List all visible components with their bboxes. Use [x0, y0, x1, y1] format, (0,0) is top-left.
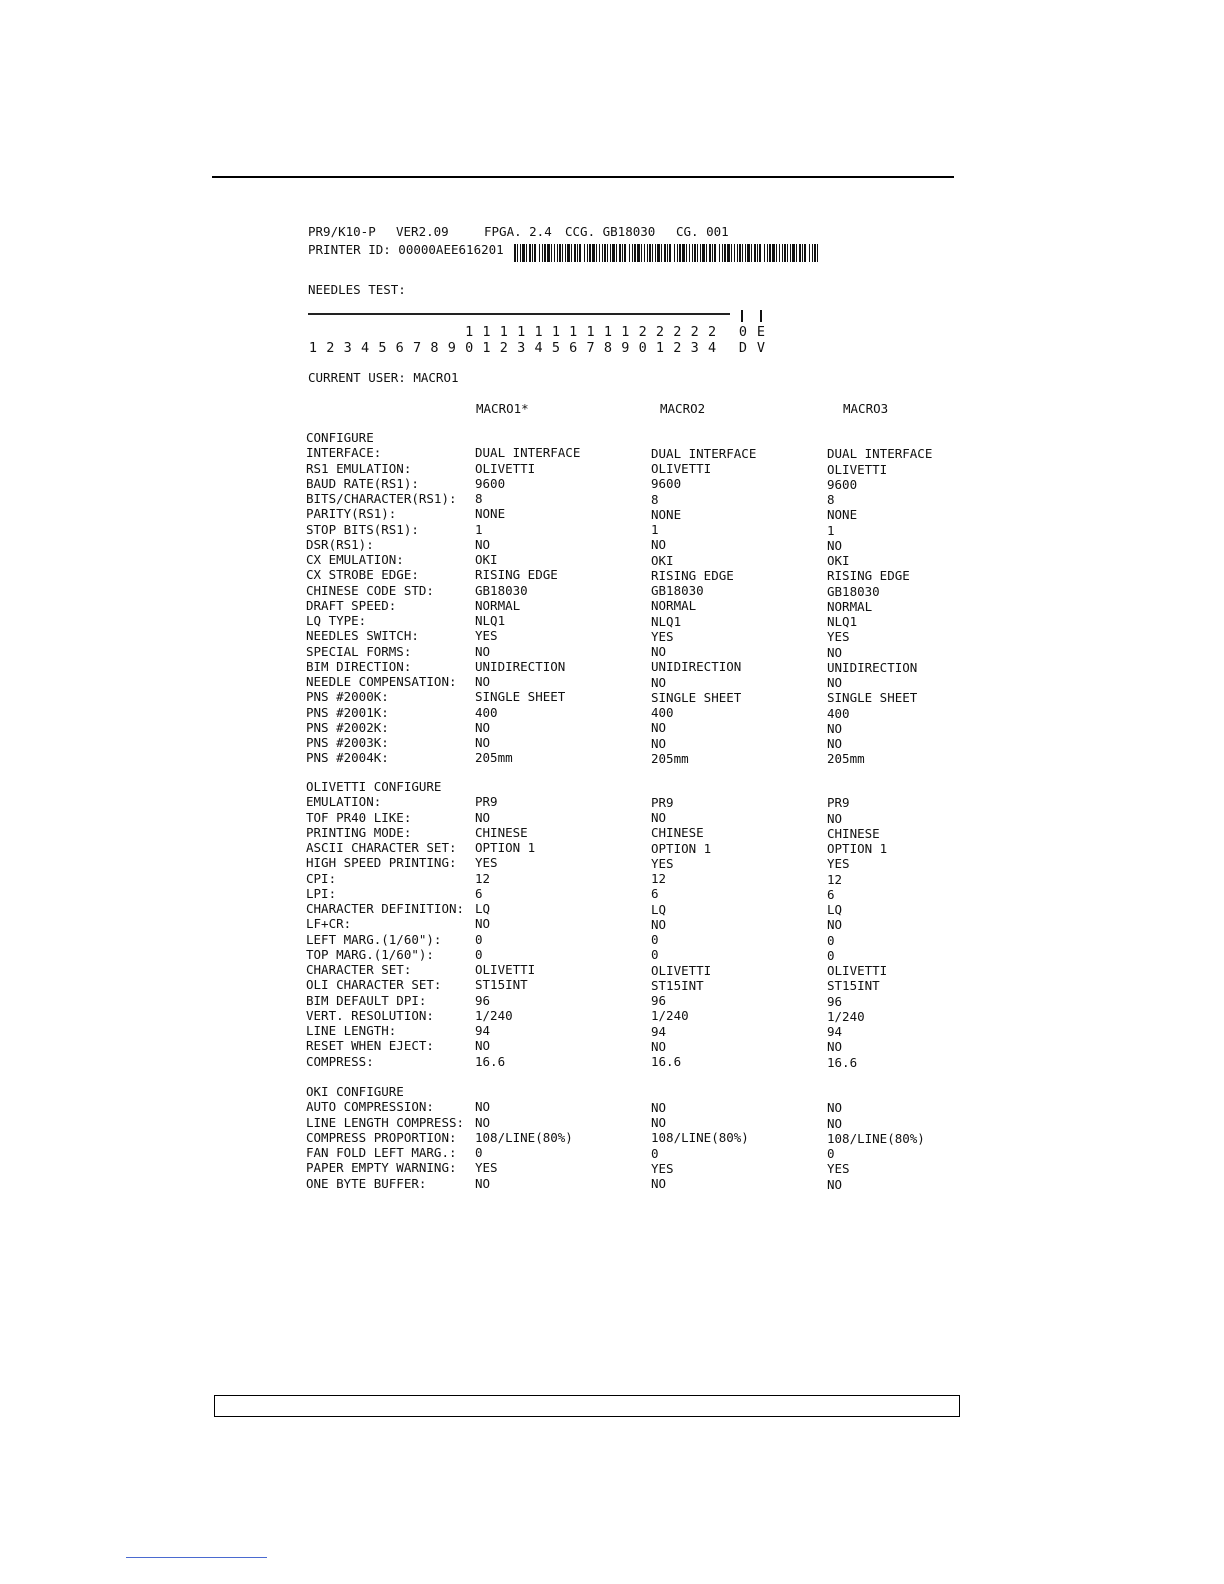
printer-id: PRINTER ID: 00000AEE616201 [308, 242, 504, 257]
setting-value-macro1: 0 [475, 1145, 483, 1160]
setting-value-macro2: PR9 [651, 794, 674, 810]
setting-value-macro3: 108/LINE(80%) [827, 1130, 925, 1146]
needle-digit-units: 3 [517, 340, 526, 356]
setting-label: STOP BITS(RS1): [306, 521, 419, 537]
setting-value-macro1: PR9 [475, 794, 498, 810]
needle-digit-units: V [756, 340, 766, 356]
setting-value-macro1: 0 [475, 946, 483, 962]
setting-value-macro3: 12 [827, 871, 843, 887]
setting-value-macro2: ST15INT [651, 977, 704, 993]
setting-value-macro2: 0 [651, 947, 659, 963]
setting-value-macro3: 8 [827, 492, 835, 508]
setting-value-macro3: 6 [827, 886, 835, 902]
setting-label: PRINTING MODE: [306, 824, 412, 840]
needle-digit-units: D [738, 340, 748, 356]
setting-value-macro3: NO [827, 644, 843, 660]
model-name: PR9/K10-P [308, 224, 376, 239]
setting-label: FAN FOLD LEFT MARG.: [306, 1145, 457, 1160]
needle-digit-units: 4 [360, 340, 370, 356]
setting-label: VERT. RESOLUTION: [306, 1007, 434, 1023]
setting-value-macro2: NO [651, 810, 667, 826]
setting-value-macro1: OLIVETTI [475, 460, 536, 476]
footer-box [214, 1395, 960, 1417]
setting-value-macro3: 0 [827, 932, 835, 948]
setting-value-macro2: NONE [651, 506, 682, 522]
setting-value-macro2: LQ [651, 901, 667, 917]
setting-label: CHARACTER DEFINITION: [306, 901, 465, 916]
setting-label: PNS #2002K: [306, 719, 389, 735]
setting-value-macro3: YES [827, 1161, 850, 1177]
setting-label: OLI CHARACTER SET: [306, 977, 442, 993]
setting-label: DSR(RS1): [306, 536, 374, 552]
setting-value-macro1: NO [475, 735, 491, 750]
ccg-code: CCG. GB18030 [565, 224, 656, 239]
setting-value-macro3: NLQ1 [827, 614, 858, 630]
setting-value-macro1: NO [475, 1099, 491, 1115]
setting-value-macro3: NONE [827, 507, 858, 523]
setting-value-macro1: 96 [475, 992, 491, 1008]
needle-digit-tens: 1 [499, 324, 508, 340]
needle-digit-units: 9 [447, 340, 456, 356]
setting-label: EMULATION: [306, 794, 382, 810]
needle-digit-units: 8 [603, 340, 612, 356]
setting-value-macro1: OPTION 1 [475, 840, 536, 855]
setting-value-macro2: CHINESE [651, 825, 704, 841]
needle-digit-units: 6 [395, 340, 404, 356]
setting-label: ASCII CHARACTER SET: [306, 840, 457, 855]
setting-value-macro1: 12 [475, 870, 491, 886]
needle-digit-units: 1 [655, 340, 665, 356]
needle-od-tick [741, 310, 743, 322]
setting-label: PARITY(RS1): [306, 506, 397, 522]
setting-value-macro1: YES [475, 855, 498, 871]
setting-value-macro2: OLIVETTI [651, 962, 712, 978]
setting-value-macro1: SINGLE SHEET [475, 689, 566, 705]
needle-digit-units: 7 [586, 340, 595, 356]
needle-digit-units: 3 [690, 340, 699, 356]
setting-value-macro1: RISING EDGE [475, 567, 558, 583]
setting-value-macro2: 6 [651, 886, 659, 902]
needle-digit-tens: 2 [638, 324, 647, 340]
setting-value-macro2: GB18030 [651, 583, 704, 599]
setting-value-macro1: NLQ1 [475, 613, 506, 628]
setting-value-macro1: 6 [475, 885, 483, 901]
setting-value-macro1: 16.6 [475, 1053, 506, 1069]
setting-value-macro2: YES [651, 1160, 674, 1176]
setting-value-macro3: NO [827, 736, 843, 752]
setting-value-macro1: CHINESE [475, 824, 528, 840]
setting-label: NEEDLE COMPENSATION: [306, 674, 457, 689]
setting-label: COMPRESS: [306, 1053, 374, 1069]
setting-value-macro2: NLQ1 [651, 613, 682, 629]
setting-value-macro1: 400 [475, 704, 498, 720]
setting-value-macro2: 0 [651, 932, 659, 948]
needle-digit-tens: 1 [603, 324, 612, 340]
setting-label: PNS #2000K: [306, 689, 389, 705]
setting-value-macro1: 0 [475, 931, 483, 947]
needles-test-line [308, 313, 730, 315]
needle-digit-units: 2 [499, 340, 508, 356]
setting-value-macro1: OKI [475, 552, 498, 567]
current-user: CURRENT USER: MACRO1 [308, 370, 459, 385]
setting-value-macro1: 205mm [475, 750, 513, 766]
setting-label: CHINESE CODE STD: [306, 582, 434, 598]
macro-header-1: MACRO1* [476, 401, 529, 416]
setting-value-macro2: 9600 [651, 476, 682, 492]
setting-value-macro1: NO [475, 1114, 491, 1130]
needle-digit-units: 1 [482, 340, 491, 356]
needle-digit-tens: 1 [621, 324, 630, 340]
setting-value-macro3: DUAL INTERFACE [827, 446, 933, 462]
needle-digit-units: 0 [638, 340, 647, 356]
setting-label: LF+CR: [306, 916, 352, 932]
setting-value-macro1: OLIVETTI [475, 962, 536, 977]
setting-value-macro3: NO [827, 917, 843, 933]
firmware-version: VER2.09 [396, 224, 449, 239]
setting-label: HIGH SPEED PRINTING: [306, 855, 457, 871]
setting-value-macro2: 12 [651, 871, 667, 887]
setting-value-macro3: PR9 [827, 795, 850, 811]
setting-value-macro3: 1/240 [827, 1008, 865, 1024]
setting-label: PAPER EMPTY WARNING: [306, 1160, 457, 1176]
setting-label: BIM DIRECTION: [306, 658, 412, 674]
setting-value-macro2: YES [651, 628, 674, 644]
setting-value-macro2: NO [651, 537, 667, 553]
setting-value-macro2: 96 [651, 993, 667, 1009]
setting-value-macro1: NO [475, 1038, 491, 1054]
setting-value-macro3: NO [827, 720, 843, 736]
setting-value-macro3: NO [827, 1176, 843, 1192]
setting-value-macro3: NO [827, 1100, 843, 1116]
setting-value-macro1: YES [475, 628, 498, 644]
setting-label: LEFT MARG.(1/60"): [306, 931, 442, 947]
needle-digit-units: 5 [378, 340, 387, 356]
setting-value-macro2: 0 [651, 1145, 659, 1161]
setting-value-macro2: RISING EDGE [651, 567, 734, 583]
setting-value-macro2: 400 [651, 705, 674, 721]
setting-value-macro1: 8 [475, 491, 483, 506]
setting-label: TOP MARG.(1/60"): [306, 946, 434, 962]
setting-value-macro1: NO [475, 916, 491, 932]
needle-digit-units: 2 [326, 340, 335, 356]
setting-label: CHARACTER SET: [306, 962, 412, 977]
setting-value-macro2: NO [651, 735, 667, 751]
needle-digit-units: 8 [430, 340, 439, 356]
setting-value-macro2: DUAL INTERFACE [651, 445, 757, 461]
setting-label: INTERFACE: [306, 445, 382, 461]
cg-code: CG. 001 [676, 224, 729, 239]
needle-digit-units: 9 [621, 340, 630, 356]
setting-value-macro2: 1/240 [651, 1008, 689, 1024]
needle-digit-tens: 2 [690, 324, 699, 340]
section-title: OKI CONFIGURE [306, 1084, 404, 1099]
setting-value-macro3: CHINESE [827, 825, 880, 841]
setting-label: COMPRESS PROPORTION: [306, 1129, 457, 1145]
setting-value-macro3: OPTION 1 [827, 841, 888, 857]
needle-digit-tens: 1 [482, 324, 491, 340]
needle-digit-tens: 2 [673, 324, 682, 340]
setting-label: RESET WHEN EJECT: [306, 1038, 434, 1054]
setting-label: LINE LENGTH COMPRESS: [306, 1114, 465, 1130]
setting-value-macro2: NORMAL [651, 598, 697, 614]
setting-value-macro2: NO [651, 720, 667, 736]
setting-value-macro3: 9600 [827, 476, 858, 492]
setting-value-macro3: UNIDIRECTION [827, 659, 918, 675]
section-title: OLIVETTI CONFIGURE [306, 779, 442, 794]
needle-digit-tens: 1 [465, 324, 474, 340]
fpga-version: FPGA. 2.4 [484, 224, 552, 239]
setting-value-macro3: GB18030 [827, 583, 880, 599]
setting-value-macro1: GB18030 [475, 582, 528, 598]
needle-digit-tens: 2 [655, 324, 665, 340]
setting-value-macro1: UNIDIRECTION [475, 658, 566, 674]
setting-value-macro1: NO [475, 1175, 491, 1191]
setting-label: CX STROBE EDGE: [306, 567, 419, 583]
setting-value-macro3: 16.6 [827, 1054, 858, 1070]
setting-value-macro2: NO [651, 674, 667, 690]
setting-value-macro3: SINGLE SHEET [827, 690, 918, 706]
setting-value-macro3: 205mm [827, 751, 865, 767]
setting-value-macro3: NO [827, 537, 843, 553]
setting-label: BITS/CHARACTER(RS1): [306, 491, 457, 506]
macro-header-2: MACRO2 [660, 401, 706, 416]
setting-value-macro1: NO [475, 643, 491, 659]
needle-ev-tick [760, 310, 762, 322]
setting-value-macro3: 96 [827, 993, 843, 1009]
setting-value-macro3: RISING EDGE [827, 568, 910, 584]
setting-value-macro3: LQ [827, 902, 843, 918]
setting-label: DRAFT SPEED: [306, 597, 397, 613]
needle-digit-tens: 1 [517, 324, 526, 340]
setting-value-macro3: NO [827, 1039, 843, 1055]
setting-value-macro1: DUAL INTERFACE [475, 445, 581, 461]
setting-label: NEEDLES SWITCH: [306, 628, 419, 644]
setting-label: PNS #2004K: [306, 750, 389, 766]
setting-value-macro3: NO [827, 810, 843, 826]
setting-label: CX EMULATION: [306, 552, 404, 567]
setting-label: PNS #2001K: [306, 704, 389, 720]
setting-value-macro3: ST15INT [827, 978, 880, 994]
setting-value-macro2: 8 [651, 491, 659, 507]
setting-value-macro1: NONE [475, 506, 506, 522]
setting-label: LINE LENGTH: [306, 1023, 397, 1038]
setting-label: RS1 EMULATION: [306, 460, 412, 476]
setting-value-macro1: NORMAL [475, 597, 521, 613]
setting-value-macro2: OKI [651, 552, 674, 568]
setting-value-macro2: 16.6 [651, 1054, 682, 1070]
setting-value-macro1: LQ [475, 901, 491, 916]
setting-value-macro1: 108/LINE(80%) [475, 1129, 573, 1145]
needle-digit-tens: 2 [707, 324, 717, 340]
setting-value-macro3: 0 [827, 947, 835, 963]
setting-value-macro3: NORMAL [827, 598, 873, 614]
setting-value-macro1: 1 [475, 521, 483, 537]
setting-value-macro3: NO [827, 1115, 843, 1131]
needle-digit-units: 3 [343, 340, 352, 356]
needle-digit-tens: 1 [551, 324, 560, 340]
setting-value-macro3: OLIVETTI [827, 461, 888, 477]
setting-value-macro2: 205mm [651, 750, 689, 766]
setting-value-macro3: 1 [827, 522, 835, 538]
needle-digit-tens: 1 [569, 324, 578, 340]
setting-label: PNS #2003K: [306, 735, 389, 750]
needle-digit-tens: 0 [738, 324, 748, 340]
needle-digit-units: 7 [413, 340, 422, 356]
setting-value-macro3: 94 [827, 1024, 843, 1040]
needle-digit-tens: E [756, 324, 766, 340]
macro-header-3: MACRO3 [843, 401, 889, 416]
setting-value-macro2: NO [651, 644, 667, 660]
needle-digit-units: 4 [534, 340, 543, 356]
setting-value-macro2: NO [651, 1099, 667, 1115]
setting-value-macro1: NO [475, 719, 491, 735]
needle-digit-units: 6 [569, 340, 578, 356]
setting-value-macro3: 400 [827, 705, 850, 721]
setting-value-macro3: YES [827, 629, 850, 645]
setting-value-macro2: NO [651, 1176, 667, 1192]
setting-label: SPECIAL FORMS: [306, 643, 412, 659]
setting-value-macro2: NO [651, 1038, 667, 1054]
needle-digit-tens: 1 [534, 324, 543, 340]
setting-value-macro1: 9600 [475, 475, 506, 491]
setting-value-macro2: 94 [651, 1023, 667, 1039]
needle-digit-units: 2 [673, 340, 682, 356]
setting-label: ONE BYTE BUFFER: [306, 1175, 427, 1191]
setting-value-macro3: 0 [827, 1146, 835, 1162]
setting-value-macro3: YES [827, 856, 850, 872]
setting-value-macro2: SINGLE SHEET [651, 689, 742, 705]
setting-value-macro1: NO [475, 809, 491, 825]
setting-label: LQ TYPE: [306, 613, 367, 628]
setting-value-macro2: 1 [651, 522, 659, 538]
setting-label: BIM DEFAULT DPI: [306, 992, 427, 1008]
setting-value-macro2: UNIDIRECTION [651, 659, 742, 675]
setting-value-macro1: NO [475, 536, 491, 552]
needle-digit-units: 4 [707, 340, 717, 356]
needle-digit-tens: 1 [586, 324, 595, 340]
needle-digit-units: 5 [551, 340, 560, 356]
setting-value-macro3: NO [827, 675, 843, 691]
needle-digit-units: 0 [465, 340, 474, 356]
setting-value-macro1: NO [475, 674, 491, 689]
setting-value-macro1: ST15INT [475, 977, 528, 993]
footnote-rule [126, 1557, 267, 1558]
setting-label: CPI: [306, 870, 337, 886]
needles-test-title: NEEDLES TEST: [308, 282, 406, 297]
setting-value-macro1: 1/240 [475, 1007, 513, 1023]
setting-label: AUTO COMPRESSION: [306, 1099, 434, 1115]
section-title: CONFIGURE [306, 430, 374, 445]
setting-value-macro3: OKI [827, 553, 850, 569]
needle-digit-units: 1 [308, 340, 318, 356]
setting-label: BAUD RATE(RS1): [306, 475, 419, 491]
printer-id-barcode [514, 244, 818, 262]
setting-value-macro3: OLIVETTI [827, 963, 888, 979]
setting-label: LPI: [306, 885, 337, 901]
setting-value-macro2: 108/LINE(80%) [651, 1130, 749, 1146]
setting-value-macro2: NO [651, 916, 667, 932]
setting-value-macro2: OPTION 1 [651, 840, 712, 856]
setting-value-macro2: OLIVETTI [651, 461, 712, 477]
setting-value-macro2: NO [651, 1115, 667, 1131]
setting-label: TOF PR40 LIKE: [306, 809, 412, 825]
setting-value-macro1: YES [475, 1160, 498, 1176]
setting-value-macro2: YES [651, 855, 674, 871]
setting-value-macro1: 94 [475, 1023, 491, 1038]
